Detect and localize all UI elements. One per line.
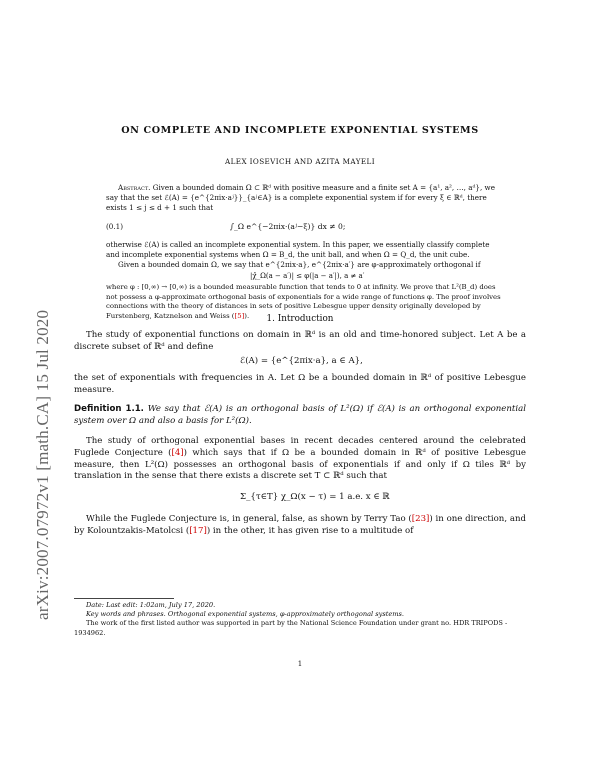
- tao-text-b: ) in one direction, and by Kolountzakis-Matolcsi (: [74, 514, 526, 536]
- arxiv-stamp: [6, 130, 52, 630]
- footnote-keywords: Key words and phrases. Orthogonal exponential systems, φ-approximately orthogonal systems.: [86, 610, 404, 619]
- fuglede-text-b: ) which says that if Ω be a bounded domain in ℝᵈ of positive Lebesgue measure, then L²(Ω) possesses an orthogonal basis of exponentials if and only if Ω tiles ℝᵈ by translation in the sense that there exists a discrete set T ⊂ ℝᵈ such that: [74, 447, 527, 482]
- paper-title: ON COMPLETE AND INCOMPLETE EXPONENTIAL SYSTEMS: [121, 125, 479, 136]
- footnote-rule: [74, 598, 174, 599]
- abstract-text-3: Given a bounded domain Ω, we say that e^{2πix·a}, e^{2πix·a′} are φ-approximately orthogonal if: [118, 260, 481, 270]
- abstract-text-4: where φ : [0,∞) → [0,∞) is a bounded measurable function that tends to 0 at infinity. We prove that L²(B_d) does not possess a φ-approximate orthogonal basis of exponentials for a wide range of functions φ. The proof involves connections with the theory of distances in sets of positive Lebesgue upper density originally developed by Furstenberg, Katznelson and Weiss (: [106, 283, 501, 320]
- abstract-cont: [106, 240, 504, 271]
- abstract-text-4-end: ).: [244, 311, 250, 320]
- abstract-text-2: otherwise ℰ(A) is called an incomplete exponential system. In this paper, we essentially classify complete and incomplete exponential systems when Ω = B_d, the unit ball, and when Ω = Q_d, the unit cube.: [106, 240, 490, 260]
- footnote-date: Date: Last edit: 1:02am, July 17, 2020.: [86, 601, 216, 609]
- tiling-equation: Σ_{τ∈T} χ_Ω(x − τ) = 1 a.e. x ∈ ℝ: [240, 492, 390, 502]
- intro-paragraph-2: [74, 373, 526, 397]
- paragraph-tao: [74, 514, 526, 538]
- definition-label: Definition 1.1.: [74, 404, 144, 414]
- footnote-support: The work of the first listed author was supported in part by the National Science Foundation under grant no. HDR TRIPODS - 1934962.: [74, 619, 508, 637]
- intro-equation: ℰ(A) = {e^{2πix·a}, a ∈ A},: [240, 356, 363, 366]
- ref-link-4[interactable]: [4]: [171, 447, 184, 458]
- equation-tag: (0.1): [106, 222, 124, 231]
- fuglede-text-a: The study of orthogonal exponential bases in recent decades centered around the celebrated Fuglede Conjecture (: [74, 436, 526, 458]
- section-heading: 1. Introduction: [266, 314, 334, 324]
- intro-paragraph-1: [74, 330, 526, 354]
- arxiv-stamp-text: arXiv:2007.07972v1 [math.CA] 15 Jul 2020: [33, 309, 52, 620]
- ref-link-17[interactable]: [17]: [189, 525, 207, 536]
- abstract: [106, 183, 504, 214]
- ref-link-5[interactable]: [5]: [234, 311, 245, 320]
- ref-link-23[interactable]: [23]: [411, 514, 430, 524]
- page-number: 1: [297, 660, 303, 668]
- abstract-equation: ∫_Ω e^{−2πix·(aʲ−ξ)} dx ≠ 0;: [230, 222, 346, 231]
- abstract-label: Abstract.: [118, 183, 151, 192]
- intro-text-2: the set of exponentials with frequencies in A. Let Ω be a bounded domain in ℝᵈ of positive Lebesgue measure.: [74, 373, 526, 395]
- intro-text-1: The study of exponential functions on domain in ℝᵈ is an old and time-honored subject. Let A be a discrete subset of ℝᵈ and define: [74, 330, 526, 352]
- definition-text: We say that ℰ(A) is an orthogonal basis of L²(Ω) if ℰ(A) is an orthogonal exponential system over Ω and also a basis for L²(Ω).: [74, 404, 527, 426]
- tao-text-c: ) in the other, it has given rise to a multitude of: [206, 525, 414, 536]
- abstract-text-1: Given a bounded domain Ω ⊂ ℝᵈ with positive measure and a finite set A = {a¹, a², …, aᵈ}, we say that the set ℰ(A) = {e^{2πix·aʲ}}_{aʲ∈A} is a complete exponential system if for every ξ ∈ ℝᵈ, there exists 1 ≤ j ≤ d + 1 such that: [106, 183, 495, 213]
- paper-authors: ALEX IOSEVICH AND AZITA MAYELI: [225, 157, 375, 166]
- definition-block: [74, 404, 526, 428]
- paragraph-fuglede: [74, 436, 526, 483]
- abstract-equation-2: |χ̂_Ω(a − a′)| ≤ φ(|a − a′|), a ≠ a′: [250, 272, 365, 280]
- tao-text-a: While the Fuglede Conjecture is, in general, false, as shown by Terry Tao (: [86, 514, 412, 524]
- footnotes: [74, 601, 526, 638]
